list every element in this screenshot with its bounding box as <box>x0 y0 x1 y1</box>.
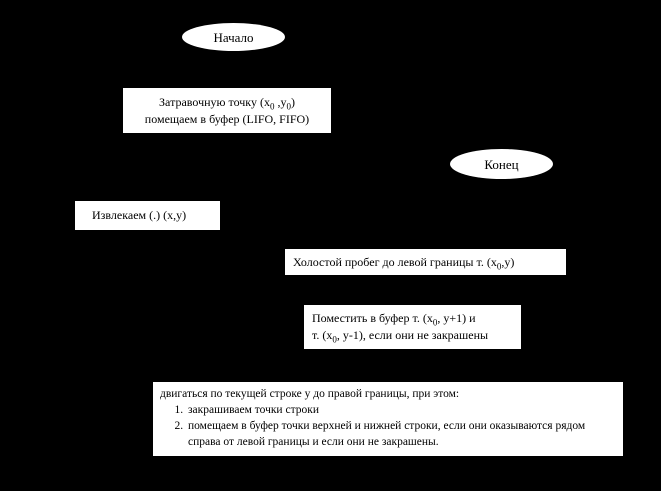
start-terminal <box>182 23 285 51</box>
push-neighbors-box <box>304 305 521 349</box>
idle-run-box <box>285 249 566 275</box>
seed-point-box <box>123 88 331 133</box>
move-along-row-box <box>153 382 623 456</box>
move-heading: двигаться по текущей строке у до правой границы, при этом: <box>160 388 460 400</box>
idle-run-label: Холостой пробег до левой границы т. $(x_0,y)$ <box>293 254 515 271</box>
seed-line-1: Затравочную точку ($x_0$ $,y_0$) <box>159 94 295 111</box>
seed-line-2: помещаем в буфер (LIFO, FIFO) <box>144 111 310 126</box>
move-step-1: 1. закрашиваем точки строки <box>186 402 617 418</box>
extract-label: Извлекаем (.) (x,y) <box>92 208 187 222</box>
push-line-2: т. ($x_0$, y-1), если они не закрашены <box>312 328 489 345</box>
push-line-1: Поместить в буфер т. ($x_0$, y+1) и <box>312 311 476 328</box>
move-steps-list <box>160 402 617 450</box>
start-label: Начало <box>213 29 254 45</box>
extract-point-box <box>75 201 220 230</box>
end-terminal <box>450 149 553 179</box>
end-label: Конец <box>484 156 519 172</box>
move-step-2: 2. помещаем в буфер точки верхней и нижней строки, если они оказываются рядом справа от левой границы и если они не закрашены. <box>186 418 617 450</box>
